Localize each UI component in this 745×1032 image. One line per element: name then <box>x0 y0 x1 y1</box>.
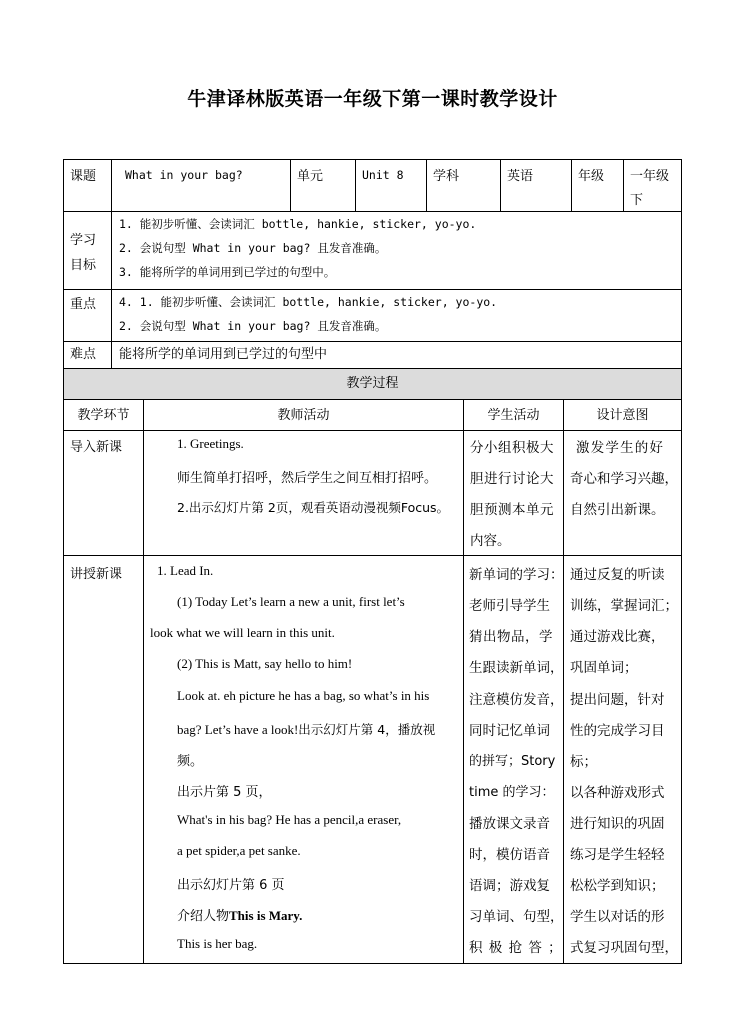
lesson-student-line: 新单词的学习： <box>469 567 564 583</box>
lesson-intent-line: 以各种游戏形式 <box>570 785 665 801</box>
lesson-student-line: 同时记忆单词 <box>469 723 550 739</box>
goal-item: 1. 能初步听懂、会读词汇 bottle, hankie, sticker, yo-yo. <box>119 217 477 231</box>
unit-label: 单元 <box>297 169 324 184</box>
column-header-teacher: 教师活动 <box>277 408 330 423</box>
lesson-teacher-line: bag? Let’s have a look!出示幻灯片第 4，播放视 <box>177 722 436 737</box>
unit-value: Unit 8 <box>362 168 404 182</box>
lesson-student-line: 播放课文录音 <box>469 816 550 832</box>
intro-student-line: 胆进行讨论大 <box>470 471 554 487</box>
lesson-teacher-line: This is her bag. <box>177 936 258 951</box>
lesson-student-line: 注意模仿发音， <box>469 692 564 708</box>
lesson-teacher-line: look what we will learn in this unit. <box>150 625 335 640</box>
topic-label: 课题 <box>70 169 97 184</box>
lesson-student-line: 语调；游戏复 <box>469 878 550 894</box>
lesson-intent-line: 进行知识的巩固 <box>570 816 665 832</box>
difficulty-label: 难点 <box>70 347 97 362</box>
goals-label-line2: 目标 <box>70 258 97 273</box>
document-title: 牛津译林版英语一年级下第一课时教学设计 <box>187 88 558 110</box>
intro-intent-line: 自然引出新课。 <box>570 502 665 518</box>
lesson-student-line: 习单词、句型， <box>469 909 564 925</box>
column-header-intent: 设计意图 <box>596 408 649 423</box>
lesson-intent-line: 标； <box>570 754 597 770</box>
intro-teacher-line: 2.出示幻灯片第 2页，观看英语动漫视频Focus。 <box>177 500 450 515</box>
lesson-intent-line: 性的完成学习目 <box>570 723 665 739</box>
grade-label: 年级 <box>578 169 605 184</box>
intro-intent-line: 激发学生的好 <box>576 440 665 456</box>
lesson-student-line: 生跟读新单词， <box>469 660 564 676</box>
intro-teacher-line: 1. Greetings. <box>177 436 244 451</box>
lesson-teacher-line: 频。 <box>177 754 204 769</box>
lesson-intent-line: 学生以对话的形 <box>570 909 665 925</box>
lesson-student-line: 的拼写；Story <box>469 754 556 769</box>
lesson-intent-line: 训练，掌握词汇； <box>570 598 678 614</box>
lesson-teacher-line: (2) This is Matt, say hello to him! <box>177 656 353 671</box>
intro-teacher-line: 师生简单打招呼，然后学生之间互相打招呼。 <box>177 471 438 486</box>
lesson-intent-line: 通过反复的听读 <box>570 567 665 583</box>
difficulty-value: 能将所学的单词用到已学过的句型中 <box>119 347 328 362</box>
lesson-teacher-line: 出示幻灯片第 6 页 <box>177 878 285 893</box>
key-points-label: 重点 <box>70 297 97 312</box>
intro-student-line: 内容。 <box>470 533 511 549</box>
goal-item: 3. 能将所学的单词用到已学过的句型中。 <box>119 265 336 279</box>
lesson-student-line: 老师引导学生 <box>469 598 550 614</box>
goal-item: 2. 会说句型 What in your bag? 且发音准确。 <box>119 241 387 255</box>
lesson-intent-line: 巩固单词； <box>570 660 638 676</box>
topic-value: What in your bag? <box>125 168 243 182</box>
process-header: 教学过程 <box>346 376 399 391</box>
lesson-teacher-line: 介绍人物This is Mary. <box>177 908 303 924</box>
intro-student-line: 分小组积极大 <box>470 440 554 456</box>
key-point-item: 2. 会说句型 What in your bag? 且发音准确。 <box>119 319 387 333</box>
lesson-teacher-line: a pet spider,a pet sanke. <box>177 843 301 858</box>
intro-stage: 导入新课 <box>70 440 123 455</box>
lesson-intent-line: 式复习巩固句型， <box>570 940 678 956</box>
lesson-student-line: 积 极 抢 答 ； <box>469 940 563 956</box>
lesson-intent-line: 松松学到知识； <box>570 878 665 894</box>
lesson-teacher-line: 出示片第 5 页， <box>177 785 272 800</box>
column-header-student: 学生活动 <box>487 408 540 423</box>
lesson-teacher-line: 1. Lead In. <box>157 563 214 578</box>
lesson-teacher-line: (1) Today Let’s learn a new a unit, first let’s <box>177 594 405 609</box>
key-point-item: 4. 1. 能初步听懂、会读词汇 bottle, hankie, sticker, yo-yo. <box>119 295 498 309</box>
lesson-teacher-line: What's in his bag? He has a pencil,a eraser, <box>177 812 402 827</box>
subject-value: 英语 <box>507 169 534 184</box>
lesson-intent-line: 练习是学生轻轻 <box>570 847 665 863</box>
goals-label: 学习 <box>70 233 97 248</box>
intro-intent-line: 奇心和学习兴趣， <box>570 471 678 487</box>
grade-value: 一年级 <box>630 169 670 184</box>
lesson-student-line: 猜出物品，学 <box>469 629 553 645</box>
grade-value-line2: 下 <box>630 193 644 208</box>
lesson-intent-line: 提出问题，针对 <box>570 692 665 708</box>
lesson-intent-line: 通过游戏比赛， <box>570 629 665 645</box>
lesson-student-line: 时，模仿语音 <box>469 847 550 863</box>
intro-student-line: 胆预测本单元 <box>470 502 554 518</box>
lesson-student-line: time 的学习： <box>469 785 555 800</box>
lesson-stage: 讲授新课 <box>70 567 123 582</box>
lesson-teacher-line: Look at. eh picture he has a bag, so what’s in his <box>177 688 430 703</box>
subject-label: 学科 <box>433 169 460 184</box>
column-header-stage: 教学环节 <box>77 408 130 423</box>
